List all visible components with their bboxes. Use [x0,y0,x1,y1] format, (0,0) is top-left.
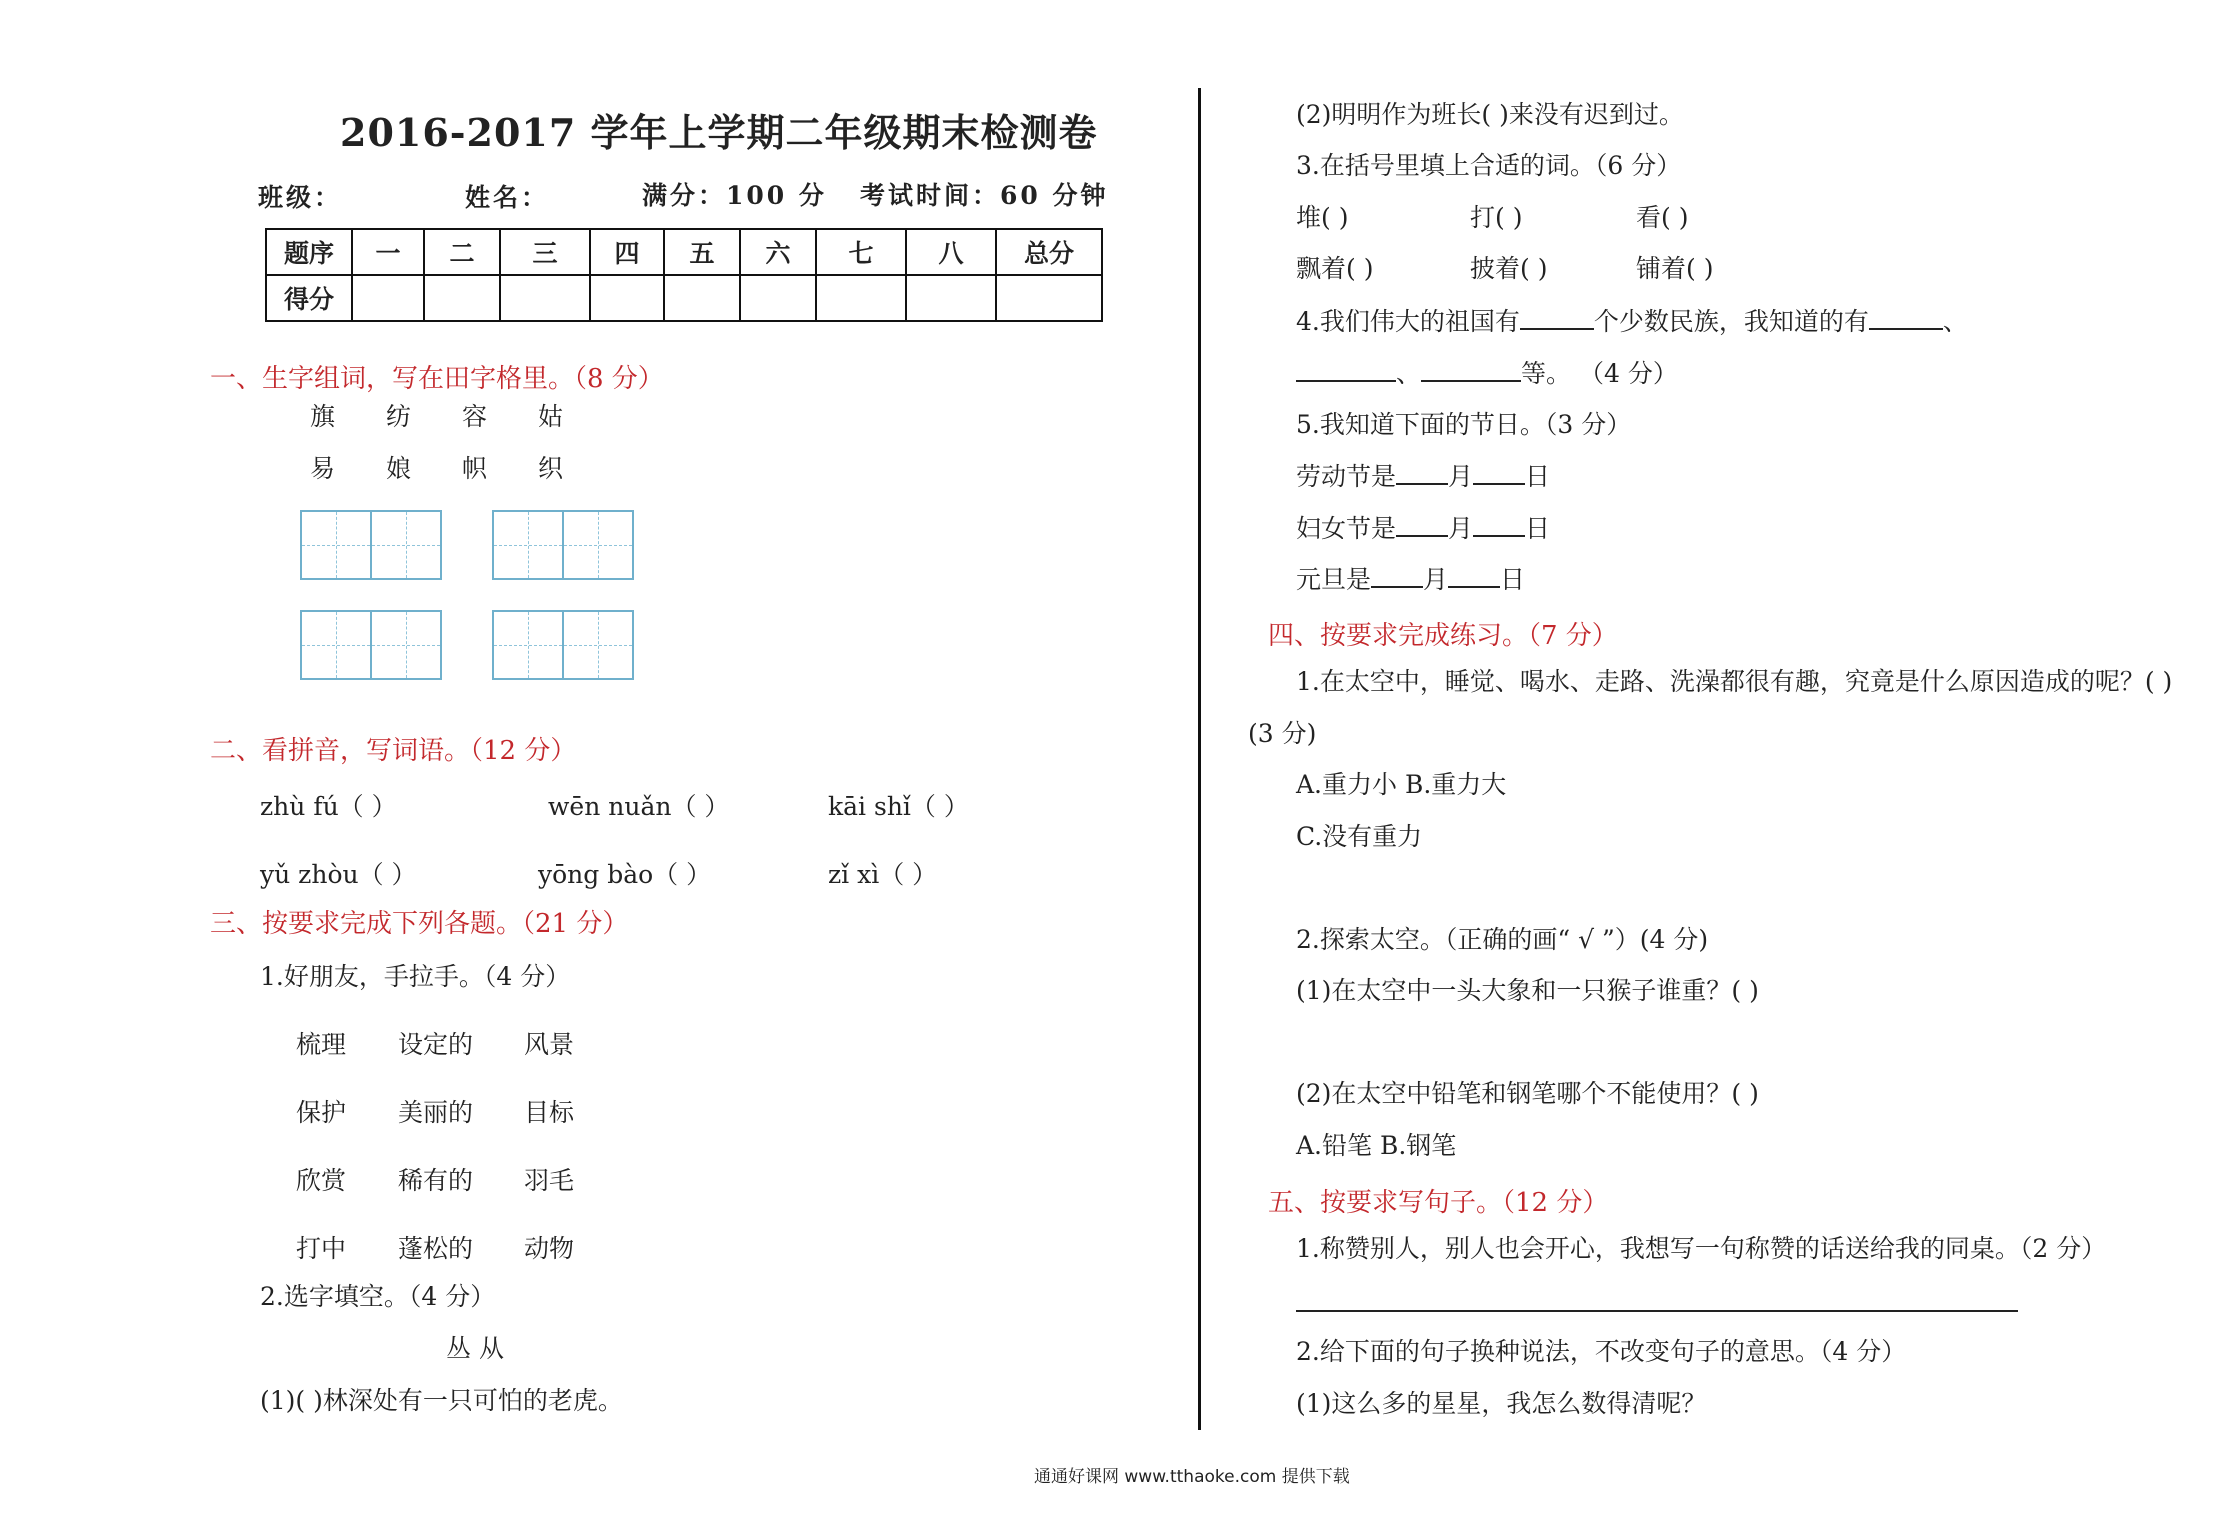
score-cell[interactable] [816,275,906,321]
column-divider [1198,88,1201,1430]
q4-1-text: 1.在太空中，睡觉、喝水、走路、洗澡都很有趣，究竟是什么原因造成的呢？( ) [1296,667,2173,696]
match-word: 稀有的 [398,1166,474,1195]
section-4-heading: 四、按要求完成练习。（7 分） [1268,621,1618,651]
score-table-header-cell: 七 [816,229,906,275]
section-2-heading: 二、看拼音，写词语。（12 分） [210,736,577,766]
month-label: 月 [1448,462,1474,491]
q3-2-1-text: (1)( )林深处有一只可怕的老虎。 [260,1386,623,1415]
score-table-header-cell: 三 [500,229,590,275]
festival-row [1296,564,1525,595]
name-label: 姓名： [465,183,550,212]
tianzige-grid[interactable] [492,610,632,680]
pinyin-item: zhù fú（ ） [260,792,397,821]
answer-blank[interactable] [1296,358,1396,382]
q3-1-text: 1.好朋友，手拉手。（4 分） [260,962,571,991]
month-blank[interactable] [1396,513,1448,537]
q4-2-options: A.铅笔 B.钢笔 [1296,1131,1457,1160]
char-5: 易 [310,454,336,483]
q3-3-text: 3.在括号里填上合适的词。（6 分） [1296,151,1682,180]
answer-blank[interactable] [1869,306,1943,330]
page-title: 2016-2017 学年上学期二年级期末检测卷 [340,110,1098,155]
match-word: 美丽的 [398,1098,474,1127]
score-table-header-cell: 总分 [996,229,1102,275]
section-5-heading: 五、按要求写句子。（12 分） [1268,1188,1609,1218]
footer-source: 通通好课网 www.tthaoke.com 提供下载 [1034,1467,1350,1487]
pinyin-item: yǔ zhòu（ ） [260,860,417,889]
month-label: 月 [1423,565,1449,594]
score-table-header-cell: 一 [352,229,424,275]
class-label: 班级： [258,183,343,212]
fill-item: 铺着( ) [1636,254,1714,283]
q3-5-text: 5.我知道下面的节日。（3 分） [1296,410,1632,439]
q3-2-2-text: (2)明明作为班长( )来没有迟到过。 [1296,100,1684,129]
month-blank[interactable] [1396,461,1448,485]
q3-2-text: 2.选字填空。（4 分） [260,1282,496,1311]
match-word: 梳理 [296,1030,347,1059]
match-word: 保护 [296,1098,347,1127]
q3-4-part: 个少数民族，我知道的有 [1593,307,1869,336]
match-word: 欣赏 [296,1166,347,1195]
festival-row [1296,461,1550,492]
q3-4-part: 、 [1396,359,1422,388]
section-1-heading: 一、生字组词，写在田字格里。（8 分） [210,364,664,394]
match-word: 蓬松的 [398,1234,474,1263]
score-cell[interactable] [500,275,590,321]
festival-name: 妇女节是 [1296,514,1397,543]
q4-2-2-text: (2)在太空中铅笔和钢笔哪个不能使用？( ) [1296,1079,1759,1108]
tianzige-grid[interactable] [492,510,632,580]
answer-blank[interactable] [1520,306,1594,330]
month-label: 月 [1448,514,1474,543]
score-cell[interactable] [352,275,424,321]
q5-2-1-text: (1)这么多的星星，我怎么数得清呢？ [1296,1389,1707,1418]
score-table-header-cell: 六 [740,229,816,275]
day-label: 日 [1525,462,1551,491]
day-blank[interactable] [1473,461,1525,485]
score-cell[interactable] [664,275,740,321]
pinyin-item: kāi shǐ（ ） [828,792,969,821]
score-table-header-cell: 二 [424,229,500,275]
char-3: 容 [462,402,488,431]
score-table-header-cell: 八 [906,229,996,275]
q4-2-text: 2.探索太空。（正确的画“ √ ”）(4 分) [1296,925,1709,954]
pinyin-item: wēn nuǎn（ ） [548,792,730,821]
q4-1-score: (3 分) [1248,719,1317,748]
q5-2-text: 2.给下面的句子换种说法，不改变句子的意思。（4 分） [1296,1337,1907,1366]
char-4: 姑 [538,402,564,431]
score-cell[interactable] [906,275,996,321]
match-word: 动物 [524,1234,575,1263]
score-cell[interactable] [740,275,816,321]
day-blank[interactable] [1473,513,1525,537]
q4-1-options: A.重力小 B.重力大 [1296,770,1507,799]
q3-2-chars: 丛 从 [446,1334,504,1363]
q5-1-text: 1.称赞别人，别人也会开心，我想写一句称赞的话送给我的同桌。（2 分） [1296,1234,2107,1263]
score-table-header-cell: 四 [590,229,664,275]
score-table-header-row [266,229,1102,275]
char-7: 帜 [462,454,488,483]
match-word: 目标 [524,1098,575,1127]
tianzige-grid[interactable] [300,510,440,580]
q4-1-option-c: C.没有重力 [1296,822,1423,851]
score-table-score-row [266,275,1102,321]
fill-item: 打( ) [1470,203,1523,232]
fill-item: 飘着( ) [1296,254,1374,283]
score-table-header-cell: 五 [664,229,740,275]
answer-blank[interactable] [1421,358,1521,382]
match-word: 羽毛 [524,1166,575,1195]
section-3-heading: 三、按要求完成下列各题。（21 分） [210,909,629,939]
pinyin-item: yōng bào（ ） [538,860,712,889]
q4-2-1-text: (1)在太空中一头大象和一只猴子谁重？( ) [1296,976,1759,1005]
char-6: 娘 [386,454,412,483]
score-cell[interactable] [424,275,500,321]
char-2: 纺 [386,402,412,431]
answer-line[interactable] [1296,1310,2018,1312]
day-label: 日 [1500,565,1526,594]
festival-name: 元旦是 [1296,565,1372,594]
fill-item: 披着( ) [1470,254,1548,283]
score-cell[interactable] [590,275,664,321]
full-score-label: 满分：100 分 [642,181,827,210]
score-cell[interactable] [996,275,1102,321]
score-row-label: 得分 [266,275,352,321]
char-8: 织 [538,454,564,483]
day-blank[interactable] [1448,564,1500,588]
day-label: 日 [1525,514,1551,543]
q3-4-part: 4.我们伟大的祖国有 [1296,307,1520,336]
tianzige-grid[interactable] [300,610,440,680]
match-word: 打中 [296,1234,347,1263]
exam-time-label: 考试时间：60 分钟 [860,181,1109,210]
fill-item: 看( ) [1636,203,1689,232]
month-blank[interactable] [1371,564,1423,588]
match-word: 设定的 [398,1030,474,1059]
q3-4-part: 、 [1942,307,1968,336]
score-table-header-cell: 题序 [266,229,352,275]
q3-4-part: 等。 （4 分） [1521,359,1678,388]
q3-4-line2 [1296,358,1678,389]
festival-name: 劳动节是 [1296,462,1397,491]
q3-4-line1 [1296,306,1968,337]
fill-item: 堆( ) [1296,203,1349,232]
festival-row [1296,513,1550,544]
score-table [265,228,1103,322]
pinyin-item: zǐ xì（ ） [828,860,938,889]
match-word: 风景 [524,1030,575,1059]
char-1: 旗 [310,402,336,431]
